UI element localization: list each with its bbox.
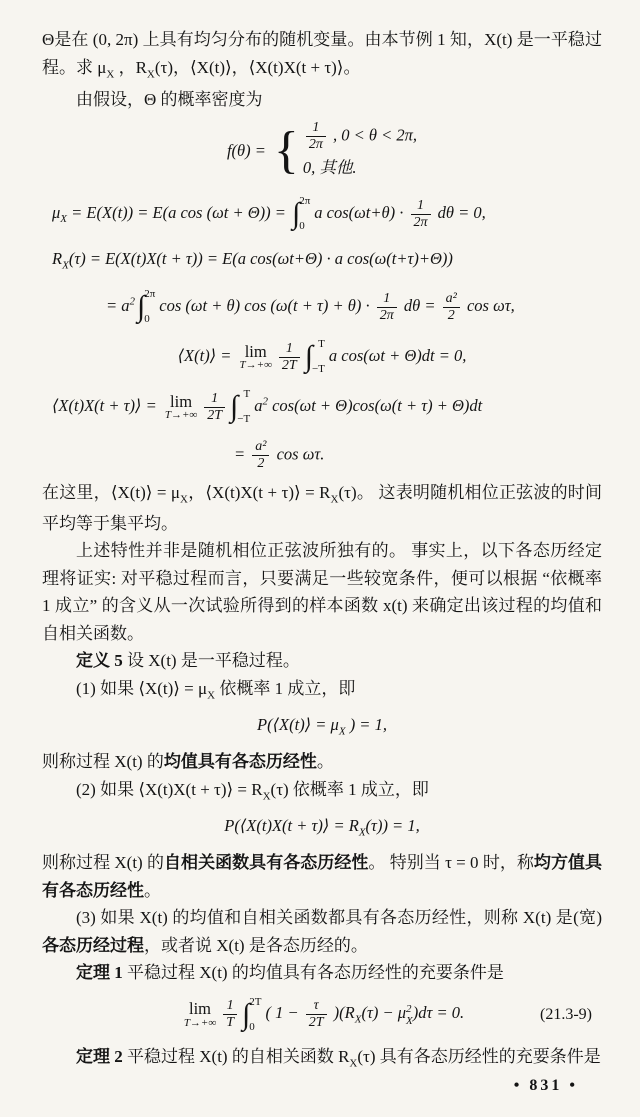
probability-formula-2: P(⟨X(t)X(t + τ)⟩ = $R_X(\tau)) = 1$,	[224, 815, 420, 839]
cases-brace: {	[273, 121, 299, 179]
page-number: • 831 •	[513, 1076, 578, 1094]
assumption-line: 由假设，Θ 的概率密度为	[76, 89, 263, 109]
probability-formula-1: P(⟨X(t)⟩ = $\mu_X$ ) = 1,	[257, 715, 387, 738]
ensemble-average-paragraph: 在这里，⟨X(t)⟩ = $\mu_X$，⟨X(t)X(t + τ)⟩ = $R_X(\tau)$。 这表明随机相位正弦波的时间平均等于集平均。	[42, 483, 602, 533]
mean-formula: $\mu_X = E(X(t)) = E(a$ cos (ωt + Θ)) = ∫ 2π 0 a cos(ωt+θ) · $\frac{1}{2\pi}$ dθ = 0,	[52, 195, 486, 233]
pdf-case-2: 0, 其他.	[302, 158, 357, 178]
intro-paragraph: Θ是在 (0, 2π) 上具有均匀分布的随机变量。由本节例 1 知，X(t) 是一平稳过程。求 $\mu_X$ ，$R_X(\tau)$，⟨X(t)⟩，⟨X(t)X(t + τ)⟩。	[42, 30, 602, 80]
theorem-1-formula: lim T→+∞ $\frac{1}{T}$ ∫ 2T 0 ( 1 − $\frac{\tau}{2T}$ )($R_X(\tau) - \mu$ 2 X )dτ = 0.	[183, 995, 465, 1033]
equation-number: (21.3-9)	[540, 1005, 592, 1023]
autocorrelation-formula-line1: $R_X(\tau) = E(X(t)X(t + \tau)) = E(a$ cos(ωt+Θ) · a cos(ω(t+τ)+Θ))	[52, 249, 453, 272]
autocorrelation-ergodicity-statement: 则称过程 X(t) 的自相关函数具有各态历经性。 特别当 τ = 0 时，称均方值具有各态历经性。	[42, 853, 603, 900]
time-average-formula: ⟨X(t)⟩ = lim T→+∞ $\frac{1}{2T}$ ∫ T −T a cos(ωt + Θ)dt = 0,	[177, 338, 467, 376]
pdf-lhs: f(θ) =	[226, 140, 266, 160]
definition-5-heading: 定义 5 设 X(t) 是一平稳过程。	[76, 651, 300, 671]
theorem-1-heading: 定理 1 平稳过程 X(t) 的均值具有各态历经性的充要条件是	[76, 963, 504, 983]
pdf-case-1: $\frac{1}{2\pi}$ , 0 < θ < 2π,	[303, 120, 417, 153]
definition-item-1: (1) 如果 ⟨X(t)⟩ = $\mu_X$ 依概率 1 成立，即	[76, 678, 356, 702]
cases-rows	[303, 120, 417, 182]
ergodic-theorem-intro-paragraph: 上述特性并非是随机相位正弦波所独有的。 事实上，以下各态历经定理将证实: 对平稳过程而言，只要满足一些较宽条件，便可以根据 “依概率 1 成立” 的含义从一次试验所得到的样本函数 x(t) 来确定出该过程的均值和自相关函数。	[42, 541, 602, 643]
time-correlation-formula-line2: = $\frac{\text{a²}}{2}$ cos ωτ.	[234, 439, 325, 472]
autocorrelation-formula-line2: = $a^2$ ∫ 2π 0 cos (ωt + θ) cos (ω(t + τ) + θ) · $\frac{1}{2\pi}$ dθ = $\frac{\text{a²}}{2}$ cos ωτ,	[106, 288, 515, 326]
time-correlation-formula-line1: ⟨X(t)X(t + τ)⟩ = lim T→+∞ $\frac{1}{2T}$ ∫ T −T $a^2$ cos(ωt + Θ)cos(ω(t + τ) + Θ)dt	[52, 388, 483, 426]
definition-item-3: (3) 如果 X(t) 的均值和自相关函数都具有各态历经性，则称 X(t) 是(宽)各态历经过程，或者说 X(t) 是各态历经的。	[42, 908, 602, 955]
theorem-1-equation-row	[42, 997, 602, 1033]
definition-item-2: (2) 如果 ⟨X(t)X(t + τ)⟩ = $R_X(\tau)$ 依概率 1 成立，即	[76, 779, 429, 803]
pdf-piecewise-formula	[42, 120, 602, 182]
mean-ergodicity-statement: 则称过程 X(t) 的均值具有各态历经性。	[42, 752, 334, 772]
cases-group	[227, 120, 417, 182]
theorem-2-heading: 定理 2 平稳过程 X(t) 的自相关函数 $R_X(\tau)$ 具有各态历经性的充要条件是	[76, 1046, 601, 1070]
